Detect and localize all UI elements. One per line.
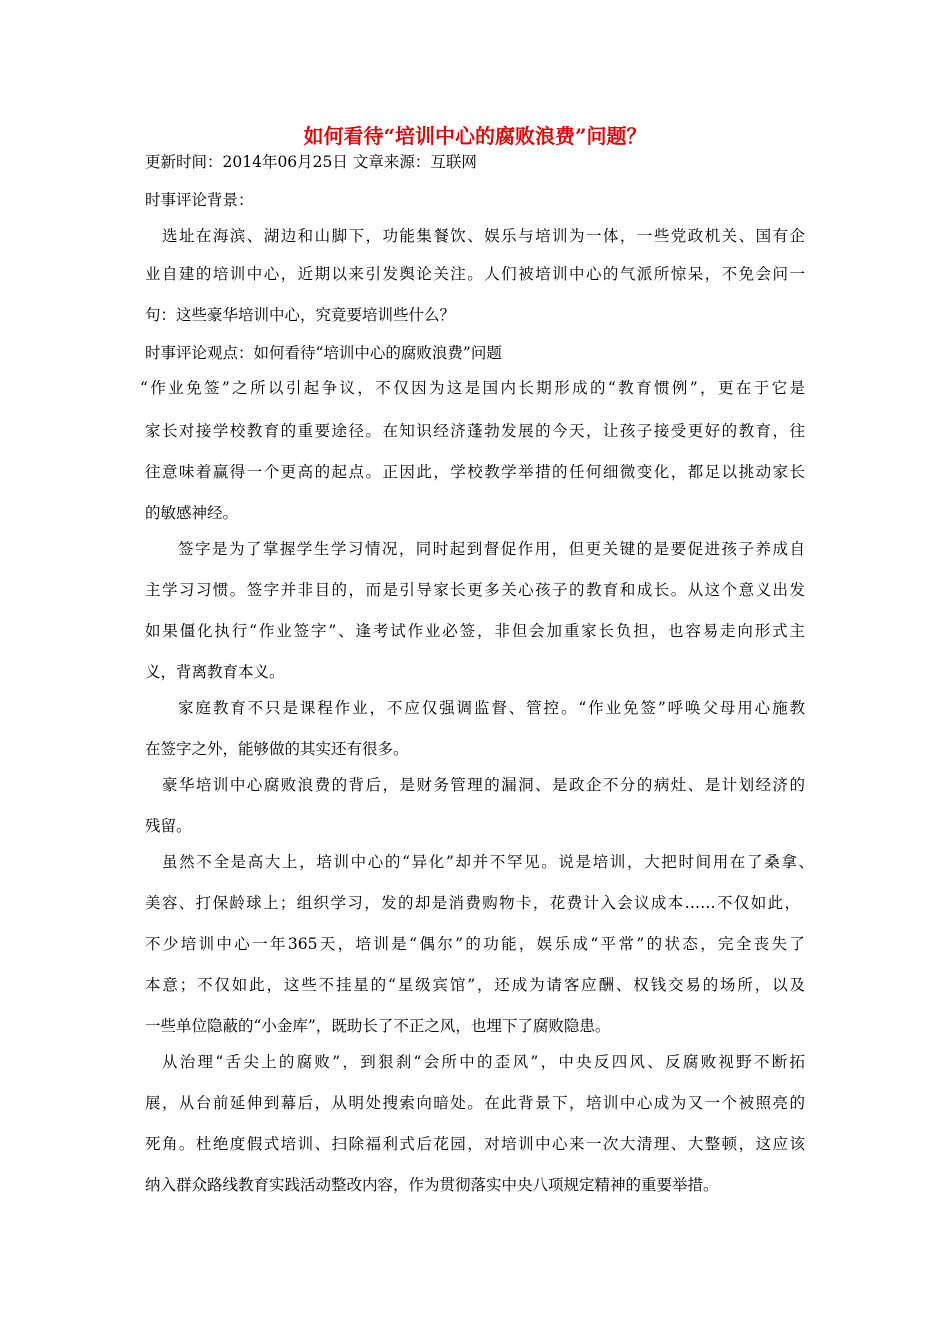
- paragraph-line: 本意；不仅如此，这些不挂星的“星级宾馆”，还成为请客应酬、权钱交易的场所，以及: [145, 976, 805, 994]
- paragraph-line: 残留。: [145, 817, 192, 835]
- paragraph-line: 选址在海滨、湖边和山脚下，功能集餐饮、娱乐与培训为一体，一些党政机关、国有企: [162, 227, 805, 245]
- paragraph-line: 展，从台前延伸到幕后，从明处搜索向暗处。在此背景下，培训中心成为又一个被照亮的: [145, 1094, 805, 1112]
- paragraph-line: 家长对接学校教育的重要途径。在知识经济蓬勃发展的今天，让孩子接受更好的教育，往: [145, 422, 805, 440]
- paragraph-line: 虽然不全是高大上，培训中心的“异化”却并不罕见。说是培训，大把时间用在了桑拿、: [162, 853, 814, 871]
- paragraph-line: 往意味着赢得一个更高的起点。正因此，学校教学举措的任何细微变化，都足以挑动家长: [145, 463, 805, 481]
- article-title: 如何看待“培训中心的腐败浪费”问题？: [303, 124, 647, 148]
- paragraph-line: 签字是为了掌握学生学习情况，同时起到督促作用，但更关键的是要促进孩子养成自: [178, 540, 805, 558]
- paragraph-line: 豪华培训中心腐败浪费的背后，是财务管理的漏洞、是政企不分的病灶、是计划经济的: [162, 776, 805, 794]
- paragraph-line: 的敏感神经。: [145, 504, 239, 522]
- paragraph-line: 句：这些豪华培训中心，究竟要培训些什么？: [145, 306, 456, 324]
- article-meta: 更新时间：2014年06月25日 文章来源：互联网: [145, 153, 477, 171]
- paragraph-line: 义，背离教育本义。: [145, 663, 285, 681]
- paragraph-line: 业自建的培训中心，近期以来引发舆论关注。人们被培训中心的气派所惊呆，不免会问一: [145, 265, 805, 283]
- paragraph-line: 一些单位隐蔽的“小金库”，既助长了不正之风，也埋下了腐败隐患。: [145, 1017, 611, 1035]
- paragraph-line: 从治理“舌尖上的腐败”，到狠刹“会所中的歪风”，中央反四风、反腐败视野不断拓: [162, 1053, 805, 1071]
- paragraph-line: 死角。杜绝度假式培训、扫除福利式后花园，对培训中心来一次大清理、大整顿，这应该: [145, 1135, 805, 1153]
- paragraph-line: 主学习习惯。签字并非目的，而是引导家长更多关心孩子的教育和成长。从这个意义出发: [145, 581, 805, 599]
- viewpoint-heading: 时事评论观点：如何看待“培训中心的腐败浪费”问题: [145, 344, 502, 362]
- paragraph-line: 家庭教育不只是课程作业，不应仅强调监督、管控。“作业免签”呼唤父母用心施教: [178, 699, 805, 717]
- paragraph-line: “作业免签”之所以引起争议，不仅因为这是国内长期形成的“教育惯例”，更在于它是: [140, 379, 805, 397]
- paragraph-line: 在签字之外，能够做的其实还有很多。: [145, 740, 409, 758]
- paragraph-line: 如果僵化执行“作业签字”、逢考试作业必签，非但会加重家长负担，也容易走向形式主: [145, 622, 805, 640]
- background-heading: 时事评论背景：: [145, 191, 254, 209]
- paragraph-line: 美容、打保龄球上；组织学习，发的却是消费购物卡，花费计入会议成本……不仅如此，: [145, 894, 800, 912]
- paragraph-line: 纳入群众路线教育实践活动整改内容，作为贯彻落实中央八项规定精神的重要举措。: [145, 1176, 719, 1194]
- paragraph-line: 不少培训中心一年365天，培训是“偶尔”的功能，娱乐成“平常”的状态，完全丧失了: [145, 935, 805, 953]
